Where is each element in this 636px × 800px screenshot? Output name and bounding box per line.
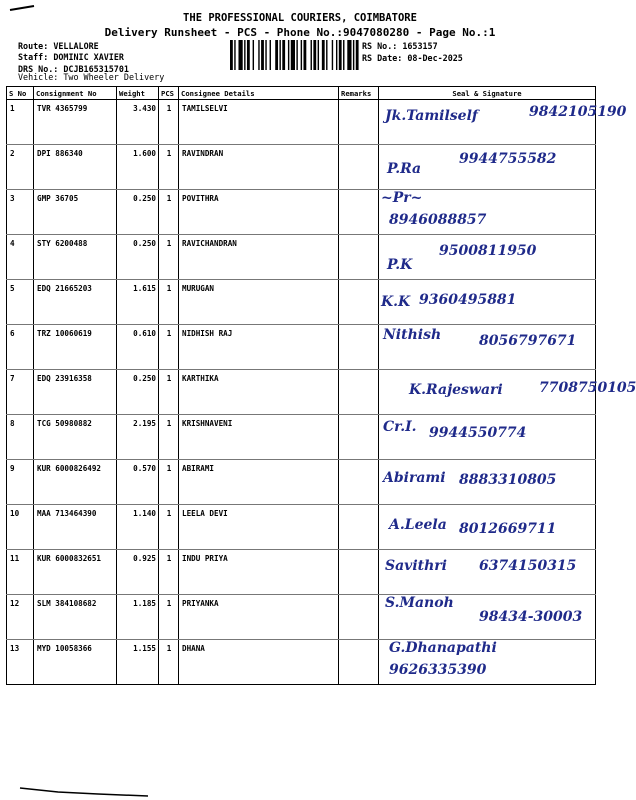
handwritten-phone: 8946088857: [389, 212, 487, 228]
drs-label: DRS No.:: [18, 64, 59, 74]
cell-consignment-no: STY 6200488: [34, 235, 117, 280]
cell-remarks: [339, 235, 379, 280]
barcode-bar: [311, 40, 312, 70]
cell-signature: [379, 235, 596, 280]
barcode-bar: [279, 40, 280, 70]
cell-pcs: 1: [159, 640, 179, 685]
barcode-bar: [258, 40, 259, 70]
barcode-bar: [253, 40, 254, 70]
rs-no-label: RS No.:: [362, 41, 398, 51]
cell-consignee: DHANA: [179, 640, 339, 685]
cell-signature: [379, 145, 596, 190]
vehicle-value: Two Wheeler Delivery: [63, 72, 165, 82]
barcode-bar: [303, 40, 306, 70]
cell-signature: [379, 640, 596, 685]
cell-pcs: 1: [159, 190, 179, 235]
cell-signature: [379, 460, 596, 505]
barcode-bar: [356, 40, 359, 70]
cell-pcs: 1: [159, 550, 179, 595]
barcode-bar: [332, 40, 333, 70]
cell-pcs: 1: [159, 325, 179, 370]
cell-weight: 3.430: [117, 100, 159, 145]
cell-weight: 1.140: [117, 505, 159, 550]
cell-remarks: [339, 415, 379, 460]
table-row: [7, 280, 596, 325]
handwritten-phone: 9842105190: [529, 104, 627, 120]
barcode-bar: [339, 40, 342, 70]
barcode-bar: [301, 40, 302, 70]
table-row: [7, 460, 596, 505]
cell-consignee: PRIYANKA: [179, 595, 339, 640]
table-row: [7, 100, 596, 145]
cell-signature: [379, 550, 596, 595]
cell-remarks: [339, 370, 379, 415]
cell-pcs: 1: [159, 145, 179, 190]
cell-consignment-no: TRZ 10060619: [34, 325, 117, 370]
cell-sno: 2: [7, 145, 34, 190]
cell-sno: 3: [7, 190, 34, 235]
page-subtitle: Delivery Runsheet - PCS - Phone No.:9047080280 - Page No.:1: [104, 26, 496, 39]
cell-consignment-no: MYD 10058366: [34, 640, 117, 685]
cell-remarks: [339, 190, 379, 235]
cell-consignment-no: KUR 6000826492: [34, 460, 117, 505]
table-row: [7, 505, 596, 550]
handwritten-phone: 98434-30003: [479, 609, 583, 625]
cell-signature: [379, 280, 596, 325]
barcode-bar: [288, 40, 289, 70]
cell-consignment-no: EDQ 21665203: [34, 280, 117, 325]
table-row: [7, 415, 596, 460]
table-row: [7, 370, 596, 415]
handwritten-signature: K.K: [381, 294, 411, 310]
rs-no-value: 1653157: [402, 41, 438, 51]
cell-consignee: POVITHRA: [179, 190, 339, 235]
cell-pcs: 1: [159, 100, 179, 145]
cell-consignee: KARTHIKA: [179, 370, 339, 415]
table-row: [7, 145, 596, 190]
table-row: [7, 190, 596, 235]
handwritten-signature: Nithish: [383, 327, 442, 343]
barcode-bar: [282, 40, 285, 70]
cell-signature: [379, 370, 636, 415]
handwritten-phone: 9626335390: [389, 662, 487, 678]
cell-weight: 0.250: [117, 370, 159, 415]
table-row: [7, 325, 596, 370]
cell-sno: 4: [7, 235, 34, 280]
cell-remarks: [339, 460, 379, 505]
runsheet-table: [6, 86, 636, 685]
route-line: [18, 41, 99, 51]
cell-pcs: 1: [159, 460, 179, 505]
barcode-bar: [322, 40, 325, 70]
cell-consignment-no: SLM 384108682: [34, 595, 117, 640]
cell-weight: 1.600: [117, 145, 159, 190]
handwritten-signature: G.Dhanapathi: [389, 640, 497, 656]
cell-consignment-no: TCG 50980882: [34, 415, 117, 460]
handwritten-signature: P.K: [387, 257, 413, 273]
cell-consignment-no: DPI 886340: [34, 145, 117, 190]
cell-sno: 1: [7, 100, 34, 145]
handwritten-phone: 6374150315: [479, 558, 577, 574]
barcode-bar: [313, 40, 316, 70]
rs-no-line: [362, 41, 438, 51]
table-row: [7, 640, 596, 685]
cell-signature: [379, 595, 596, 640]
cell-sno: 12: [7, 595, 34, 640]
handwritten-phone: 9360495881: [419, 292, 517, 308]
cell-weight: 1.185: [117, 595, 159, 640]
barcode-bar: [326, 40, 327, 70]
cell-consignment-no: EDQ 23916358: [34, 370, 117, 415]
barcode-bar: [296, 40, 297, 70]
cell-sno: 6: [7, 325, 34, 370]
col-header-consignment: Consignment No: [34, 87, 117, 100]
cell-remarks: [339, 100, 379, 145]
cell-weight: 1.615: [117, 280, 159, 325]
cell-sno: 8: [7, 415, 34, 460]
cell-consignment-no: TVR 4365799: [34, 100, 117, 145]
cell-pcs: 1: [159, 505, 179, 550]
cell-remarks: [339, 505, 379, 550]
handwritten-signature: Cr.I.: [383, 419, 417, 435]
barcode-bar: [244, 40, 245, 70]
handwritten-phone: 9944755582: [459, 151, 557, 167]
drs-value: DCJB165315701: [63, 64, 129, 74]
handwritten-phone: 8056797671: [479, 333, 577, 349]
col-header-weight: Weight: [117, 87, 159, 100]
handwritten-signature: A.Leela: [389, 517, 447, 533]
staff-label: Staff:: [18, 52, 49, 62]
cell-consignee: MURUGAN: [179, 280, 339, 325]
rs-date-label: RS Date:: [362, 53, 403, 63]
cell-weight: 1.155: [117, 640, 159, 685]
cell-pcs: 1: [159, 415, 179, 460]
barcode-bar: [261, 40, 264, 70]
cell-remarks: [339, 145, 379, 190]
handwritten-signature: Savithri: [385, 558, 447, 574]
barcode-bar: [234, 40, 235, 70]
handwritten-phone: 9500811950: [439, 243, 537, 259]
cell-remarks: [339, 280, 379, 325]
cell-consignee: LEELA DEVI: [179, 505, 339, 550]
cell-signature: [379, 190, 596, 235]
table-row: [7, 595, 596, 640]
handwritten-signature: S.Manoh: [385, 595, 454, 611]
col-header-remarks: Remarks: [339, 87, 379, 100]
handwritten-phone: 7708750105: [539, 380, 636, 396]
cell-consignee: ABIRAMI: [179, 460, 339, 505]
barcode-bar: [238, 40, 242, 70]
cell-remarks: [339, 640, 379, 685]
cell-weight: 0.925: [117, 550, 159, 595]
cell-sno: 10: [7, 505, 34, 550]
handwritten-signature: Jk.Tamilself: [385, 108, 478, 124]
route-value: VELLALORE: [53, 41, 99, 51]
barcode-bar: [347, 40, 351, 70]
table-row: [7, 550, 596, 595]
route-label: Route:: [18, 41, 49, 51]
cell-pcs: 1: [159, 235, 179, 280]
cell-consignee: RAVINDRAN: [179, 145, 339, 190]
handwritten-phone: 8012669711: [459, 521, 557, 537]
barcode-bar: [318, 40, 319, 70]
col-header-sno: S No: [7, 87, 34, 100]
col-header-pcs: PCS: [159, 87, 179, 100]
cell-consignment-no: KUR 6000832651: [34, 550, 117, 595]
rs-date-value: 08-Dec-2025: [407, 53, 463, 63]
cell-sno: 5: [7, 280, 34, 325]
handwritten-signature: P.Ra: [387, 161, 422, 177]
handwritten-signature: K.Rajeswari: [409, 382, 503, 398]
cell-sno: 11: [7, 550, 34, 595]
cell-weight: 0.570: [117, 460, 159, 505]
cell-consignee: RAVICHANDRAN: [179, 235, 339, 280]
cell-consignee: KRISHNAVENI: [179, 415, 339, 460]
handwritten-signature: Abirami: [383, 470, 446, 486]
cell-weight: 0.250: [117, 235, 159, 280]
cell-consignee: NIDHISH RAJ: [179, 325, 339, 370]
page-title: THE PROFESSIONAL COURIERS, COIMBATORE: [183, 12, 417, 24]
handwritten-signature: ~Pr~: [381, 190, 423, 206]
barcode-bar: [270, 40, 271, 70]
cell-pcs: 1: [159, 280, 179, 325]
cell-consignment-no: MAA 713464390: [34, 505, 117, 550]
barcode-bar: [230, 40, 233, 70]
handwritten-phone: 9944550774: [429, 425, 527, 441]
barcode-bar: [265, 40, 266, 70]
cell-pcs: 1: [159, 595, 179, 640]
barcode-bar: [353, 40, 354, 70]
staff-value: DOMINIC XAVIER: [53, 52, 124, 62]
cell-signature: [379, 325, 596, 370]
barcode-bar: [336, 40, 337, 70]
cell-weight: 0.610: [117, 325, 159, 370]
vehicle-label: Vehicle:: [18, 72, 59, 82]
cell-weight: 0.250: [117, 190, 159, 235]
barcode-bar: [343, 40, 344, 70]
cell-signature: [379, 415, 596, 460]
scan-mark-bottom: [18, 784, 158, 798]
handwritten-phone: 8883310805: [459, 472, 557, 488]
col-header-consignee: Consignee Details: [179, 87, 339, 100]
barcode-image: [230, 40, 360, 70]
cell-remarks: [339, 550, 379, 595]
cell-sno: 13: [7, 640, 34, 685]
cell-signature: [379, 505, 596, 550]
barcode-bar: [247, 40, 250, 70]
cell-consignee: INDU PRIYA: [179, 550, 339, 595]
cell-consignee: TAMILSELVI: [179, 100, 339, 145]
cell-weight: 2.195: [117, 415, 159, 460]
vehicle-line: [18, 72, 164, 82]
cell-sno: 9: [7, 460, 34, 505]
cell-remarks: [339, 595, 379, 640]
cell-pcs: 1: [159, 370, 179, 415]
cell-remarks: [339, 325, 379, 370]
cell-signature: [379, 100, 627, 145]
table-row: [7, 235, 596, 280]
barcode-bar: [291, 40, 295, 70]
cell-consignment-no: GMP 36705: [34, 190, 117, 235]
staff-line: [18, 52, 124, 62]
cell-sno: 7: [7, 370, 34, 415]
barcode-bar: [275, 40, 278, 70]
col-header-signature: Seal & Signature: [379, 87, 596, 100]
table-header-row: [7, 87, 596, 100]
rs-date-line: [362, 53, 463, 63]
